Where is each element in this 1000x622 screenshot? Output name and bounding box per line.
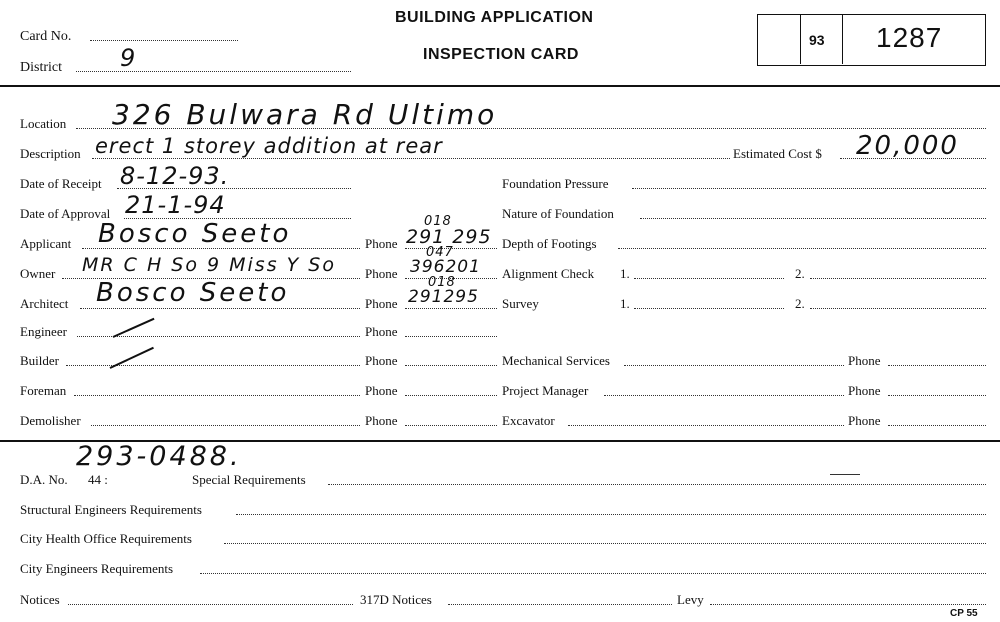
foundation-pressure-line (632, 188, 986, 189)
applicant-phone-prefix: 018 (424, 214, 452, 229)
estimated-cost-label: Estimated Cost $ (733, 146, 822, 161)
card-number-divider-1 (800, 14, 801, 64)
builder-label: Builder (20, 353, 59, 368)
demolisher-phone-label: Phone (365, 413, 398, 428)
architect-phone-prefix: 018 (428, 275, 456, 290)
owner-phone-label: Phone (365, 266, 398, 281)
structural-engineers-label: Structural Engineers Requirements (20, 502, 202, 517)
architect-phone-label: Phone (365, 296, 398, 311)
description-line (92, 158, 730, 159)
special-requirements-label: Special Requirements (192, 472, 306, 487)
survey-line-1 (634, 308, 784, 309)
city-engineers-label: City Engineers Requirements (20, 561, 174, 576)
applicant-phone-label: Phone (365, 236, 398, 251)
special-requirements-line (328, 484, 986, 485)
card-number: 1287 (876, 22, 943, 53)
survey-item-1: 1. (620, 296, 630, 311)
architect-phone-value: 291295 (408, 287, 479, 307)
engineer-phone-label: Phone (365, 324, 398, 339)
district-label: District (20, 60, 62, 75)
builder-phone-line (405, 365, 497, 366)
da-no-value: 44 : (88, 472, 108, 487)
architect-phone-line (405, 308, 497, 309)
owner-phone-value: 396201 (410, 257, 481, 277)
city-health-line (224, 543, 986, 544)
levy-line (710, 604, 986, 605)
demolisher-label: Demolisher (20, 413, 81, 428)
special-requirements-mark (830, 474, 860, 475)
nature-foundation-line (640, 218, 986, 219)
structural-engineers-line (236, 514, 986, 515)
project-manager-line (604, 395, 844, 396)
district-line (76, 71, 351, 72)
architect-label: Architect (20, 296, 69, 311)
form-title-line2: INSPECTION CARD (423, 46, 579, 63)
project-manager-phone-line (888, 395, 986, 396)
foundation-pressure-label: Foundation Pressure (502, 176, 609, 191)
foreman-line (74, 395, 360, 396)
owner-value: MR C H So 9 Miss Y So (82, 254, 336, 276)
survey-label: Survey (502, 296, 539, 311)
builder-phone-label: Phone (365, 353, 398, 368)
architect-line (80, 308, 360, 309)
engineer-dash-mark (113, 318, 155, 338)
alignment-check-label: Alignment Check (502, 266, 595, 281)
estimated-cost-value: 20,000 (856, 131, 959, 161)
card-number-divider-2 (842, 14, 843, 64)
applicant-value: Bosco Seeto (98, 219, 292, 249)
notices-line (68, 604, 353, 605)
survey-item-2: 2. (795, 296, 805, 311)
project-manager-phone-label: Phone (848, 383, 881, 398)
mechanical-services-line (624, 365, 844, 366)
description-value: erect 1 storey addition at rear (95, 134, 443, 158)
mechanical-phone-label: Phone (848, 353, 881, 368)
date-approval-label: Date of Approval (20, 206, 111, 221)
alignment-item-1: 1. (620, 266, 630, 281)
owner-label: Owner (20, 266, 56, 281)
location-value: 326 Bulwara Rd Ultimo (112, 98, 498, 131)
card-no-line (90, 40, 238, 41)
foreman-label: Foreman (20, 383, 67, 398)
engineer-label: Engineer (20, 324, 67, 339)
architect-value: Bosco Seeto (96, 278, 290, 308)
notices-label: Notices (20, 592, 60, 607)
city-engineers-line (200, 573, 986, 574)
form-code: CP 55 (950, 608, 978, 619)
nature-foundation-label: Nature of Foundation (502, 206, 614, 221)
date-approval-value: 21-1-94 (125, 191, 226, 219)
city-health-label: City Health Office Requirements (20, 531, 192, 546)
mechanical-services-label: Mechanical Services (502, 353, 610, 368)
excavator-line (568, 425, 844, 426)
date-receipt-value: 8-12-93. (120, 162, 230, 190)
foreman-phone-label: Phone (365, 383, 398, 398)
card-no-label: Card No. (20, 29, 72, 44)
notices-317d-line (448, 604, 672, 605)
levy-label: Levy (677, 592, 704, 607)
location-label: Location (20, 116, 67, 131)
alignment-item-2: 2. (795, 266, 805, 281)
demolisher-line (91, 425, 360, 426)
depth-footings-line (618, 248, 986, 249)
engineer-phone-line (405, 336, 497, 337)
alignment-line-1 (634, 278, 784, 279)
owner-phone-prefix: 047 (426, 245, 454, 260)
notices-317d-label: 317D Notices (360, 592, 432, 607)
card-number-box (757, 14, 986, 66)
project-manager-label: Project Manager (502, 383, 589, 398)
description-label: Description (20, 146, 81, 161)
excavator-label: Excavator (502, 413, 555, 428)
demolisher-phone-line (405, 425, 497, 426)
district-value: 9 (120, 44, 137, 72)
excavator-phone-line (888, 425, 986, 426)
alignment-line-2 (810, 278, 986, 279)
depth-footings-label: Depth of Footings (502, 236, 597, 251)
year-code: 93 (809, 32, 825, 48)
excavator-phone-label: Phone (848, 413, 881, 428)
applicant-label: Applicant (20, 236, 72, 251)
handwritten-phone-number: 293-0488. (76, 441, 242, 472)
da-no-label: D.A. No. (20, 472, 68, 487)
form-title-line1: BUILDING APPLICATION (395, 9, 594, 26)
header-divider (0, 85, 1000, 87)
survey-line-2 (810, 308, 986, 309)
date-receipt-label: Date of Receipt (20, 176, 102, 191)
applicant-phone-value: 291 295 (406, 226, 492, 248)
mechanical-phone-line (888, 365, 986, 366)
foreman-phone-line (405, 395, 497, 396)
engineer-line (77, 336, 360, 337)
